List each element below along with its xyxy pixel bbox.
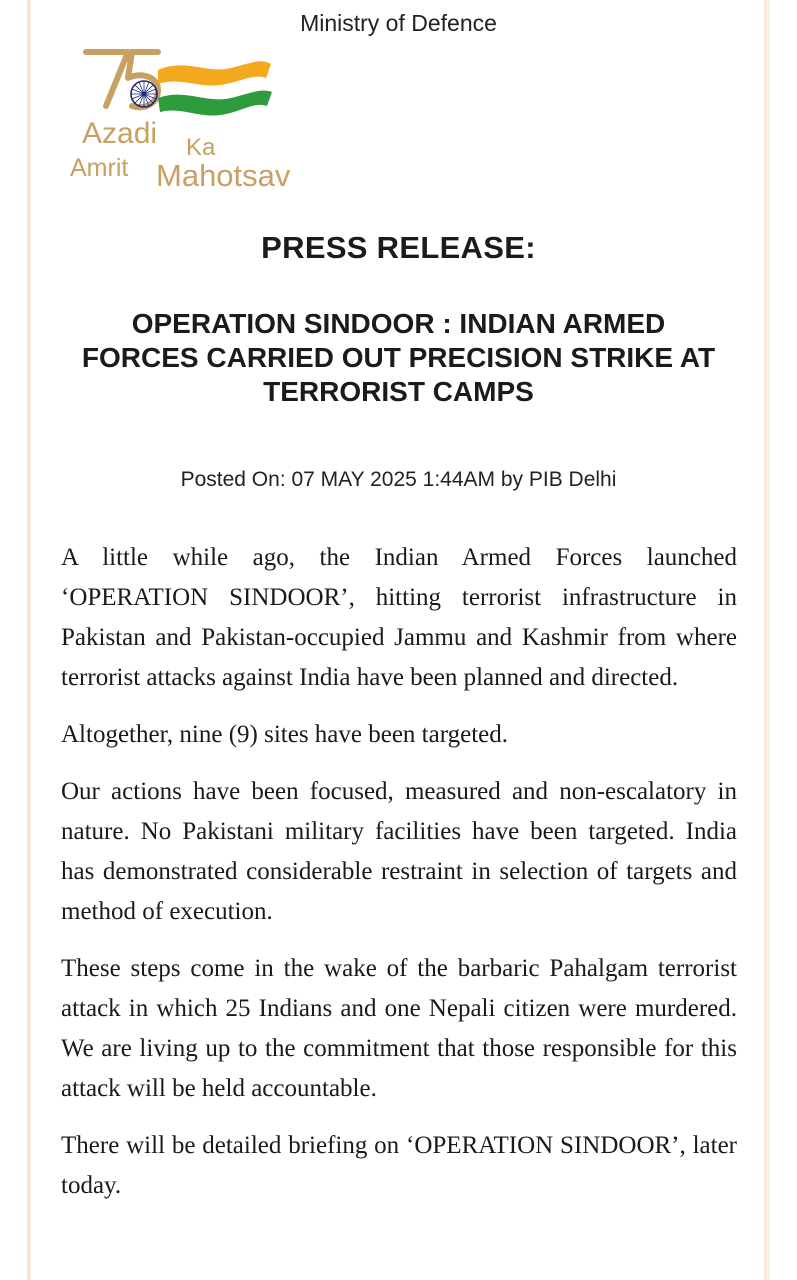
logo-word-amrit: Amrit	[70, 154, 129, 182]
ministry-name: Ministry of Defence	[300, 10, 497, 36]
headline: OPERATION SINDOOR : INDIAN ARMED FORCES CARRIED OUT PRECISION STRIKE AT TERRORIST CAMPS	[81, 308, 716, 407]
paragraph: There will be detailed briefing on ‘OPERATION SINDOOR’, later today.	[61, 1132, 737, 1199]
paragraph: Altogether, nine (9) sites have been targeted.	[61, 721, 508, 748]
press-release-label: PRESS RELEASE:	[261, 230, 536, 265]
release-body	[61, 538, 737, 1223]
left-page-border	[27, 0, 31, 1280]
logo-word-mahotsav: Mahotsav	[156, 158, 291, 192]
logo-word-ka: Ka	[186, 134, 216, 161]
paragraph: A little while ago, the Indian Armed Forces launched ‘OPERATION SINDOOR’, hitting terrorist infrastructure in Pakistan and Pakistan-occupied Jammu and Kashmir from where terrorist attacks against India have been planned and directed.	[61, 544, 737, 691]
right-page-border	[764, 0, 770, 1280]
paragraph: Our actions have been focused, measured and non-escalatory in nature. No Pakistani military facilities have been targeted. India has demonstrated considerable restraint in selection of targets and method of execution.	[61, 778, 737, 925]
posted-on-line: Posted On: 07 MAY 2025 1:44AM by PIB Delhi	[180, 468, 617, 491]
paragraph: These steps come in the wake of the barbaric Pahalgam terrorist attack in which 25 Indians and one Nepali citizen were murdered. We are living up to the commitment that those responsible for this attack will be held accountable.	[61, 955, 737, 1102]
chakra-icon	[131, 81, 157, 107]
logo-word-azadi: Azadi	[82, 117, 158, 150]
azadi-ka-amrit-mahotsav-logo	[66, 44, 336, 192]
